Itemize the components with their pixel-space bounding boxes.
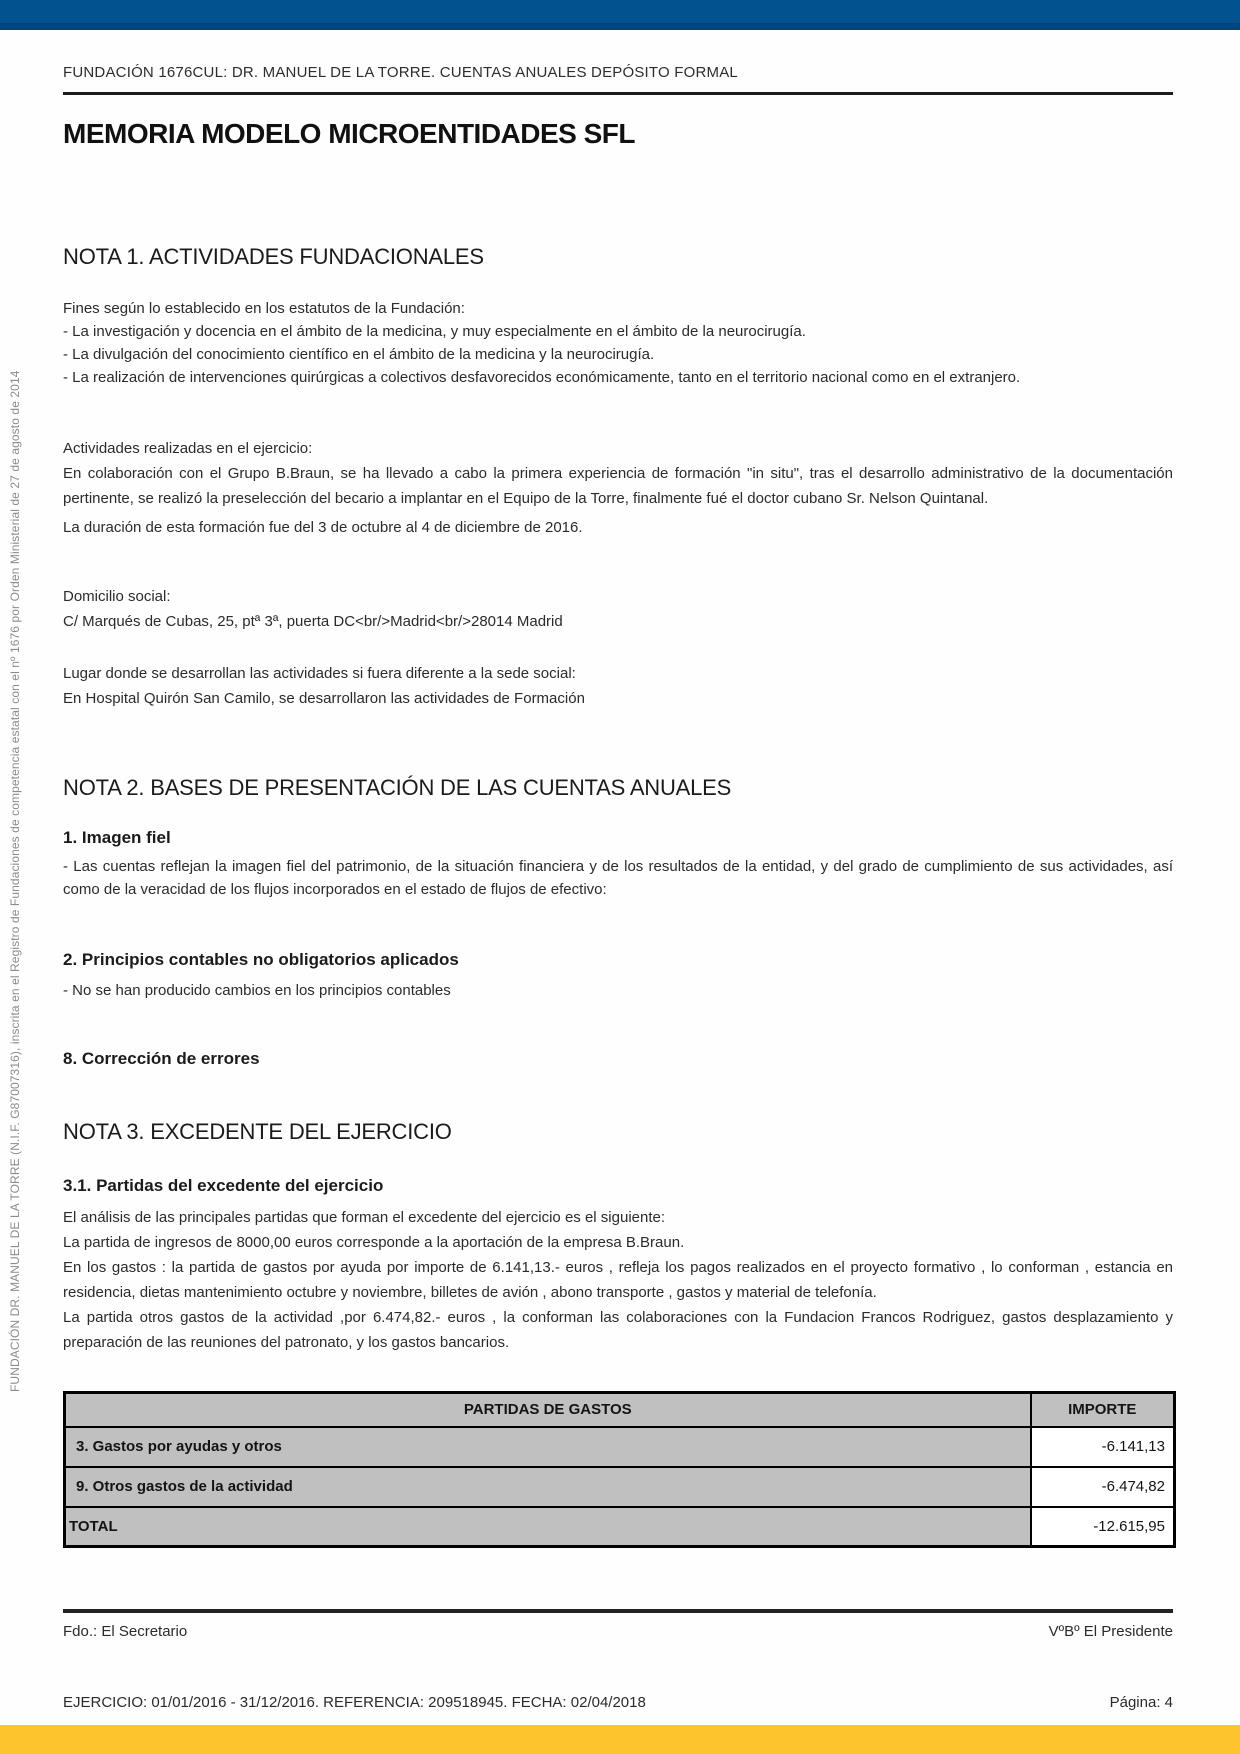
nota3-heading: NOTA 3. EXCEDENTE DEL EJERCICIO: [63, 1119, 452, 1144]
nota2-heading: NOTA 2. BASES DE PRESENTACIÓN DE LAS CUENTAS ANUALES: [63, 775, 732, 800]
subsection-heading-correccion: 8. Corrección de errores: [63, 1049, 260, 1068]
actividades-block: [63, 436, 1173, 540]
row-label-cell: 3. Gastos por ayudas y otros: [65, 1427, 1031, 1467]
duracion-paragraph: La duración de esta formación fue del 3 de octubre al 4 de diciembre de 2016.: [63, 519, 583, 536]
row-label-cell: 9. Otros gastos de la actividad: [65, 1467, 1031, 1507]
signature-row: [63, 1623, 1173, 1640]
fines-intro: Fines según lo establecido en los estatutos de la Fundación:: [63, 300, 465, 317]
table-header-importe: IMPORTE: [1031, 1393, 1175, 1427]
fines-item: - La investigación y docencia en el ámbito de la medicina, y muy especialmente en el ámbito de la neurocirugía.: [63, 323, 806, 340]
president-signature-label: VºBº El Presidente: [1048, 1623, 1173, 1640]
domicilio-label: Domicilio social:: [63, 588, 171, 605]
table-header-partidas: PARTIDAS DE GASTOS: [65, 1393, 1031, 1427]
excedente-paragraph: En los gastos : la partida de gastos por ayuda por importe de 6.141,13.- euros , refleja los pagos realizados en el proyecto formativo , lo conforman , estancia en residencia, dietas mantenimiento octubre y noviembre, billetes de avión , abono transporte , gastos y material de telefonía.: [63, 1259, 1173, 1301]
footer-info: EJERCICIO: 01/01/2016 - 31/12/2016. REFERENCIA: 209518945. FECHA: 02/04/2018: [63, 1694, 646, 1711]
subsection-heading-partidas: 3.1. Partidas del excedente del ejercicio: [63, 1176, 384, 1195]
bottom-bar: [0, 1725, 1240, 1754]
gastos-table: [63, 1391, 1176, 1548]
imagen-fiel-paragraph: - Las cuentas reflejan la imagen fiel del patrimonio, de la situación financiera y de los resultados de la entidad, y del grado de cumplimiento de sus actividades, así como de la veracidad de los flujos incorporados en el estado de flujos de efectivo:: [63, 858, 1173, 898]
actividades-label: Actividades realizadas en el ejercicio:: [63, 440, 313, 457]
fines-item: - La realización de intervenciones quirúrgicas a colectivos desfavorecidos económicamente, tanto en el territorio nacional como en el extranjero.: [63, 369, 1021, 386]
lugar-label: Lugar donde se desarrollan las actividades si fuera diferente a la sede social:: [63, 665, 576, 682]
total-value-cell: -12.615,95: [1031, 1507, 1175, 1547]
subsection-heading-imagen-fiel: 1. Imagen fiel: [63, 828, 171, 847]
table-total-row: [65, 1507, 1175, 1547]
actividades-paragraph: En colaboración con el Grupo B.Braun, se ha llevado a cabo la primera experiencia de formación "in situ", tras el desarrollo administrativo de la documentación pertinente, se realizó la preselección del becario a implantar en el Equipo de la Torre, finalmente fué el doctor cubano Sr. Nelson Quintanal.: [63, 465, 1173, 507]
footer-info-row: [63, 1694, 1173, 1711]
table-header-row: [65, 1393, 1175, 1427]
table-row: [65, 1467, 1175, 1507]
secretary-signature-label: Fdo.: El Secretario: [63, 1623, 188, 1640]
fines-block: [63, 297, 1173, 389]
excedente-paragraph: La partida de ingresos de 8000,00 euros corresponde a la aportación de la empresa B.Braun.: [63, 1234, 685, 1251]
excedente-paragraph: El análisis de las principales partidas que forman el excedente del ejercicio es el siguiente:: [63, 1209, 666, 1226]
page-content: [63, 0, 1173, 1548]
domicilio-block: [63, 584, 1173, 634]
table-row: [65, 1427, 1175, 1467]
domicilio-value: C/ Marqués de Cubas, 25, ptª 3ª, puerta DC<br/>Madrid<br/>28014 Madrid: [63, 613, 563, 630]
lugar-block: [63, 661, 1173, 711]
excedente-block: [63, 1205, 1173, 1355]
document-title: MEMORIA MODELO MICROENTIDADES SFL: [63, 118, 636, 149]
row-value-cell: -6.474,82: [1031, 1467, 1175, 1507]
signature-rule: [63, 1609, 1173, 1613]
side-note-registry-text: FUNDACIÓN DR. MANUEL DE LA TORRE (N.I.F. G87007316), inscrita en el Registro de Fundaciones de competencia estatal con el nº 1676 por Orden Ministerial de 27 de agosto de 2014: [8, 370, 22, 1392]
subsection-heading-principios: 2. Principios contables no obligatorios aplicados: [63, 950, 459, 969]
principios-paragraph: - No se han producido cambios en los principios contables: [63, 982, 451, 999]
total-label-cell: TOTAL: [65, 1507, 1031, 1547]
header-rule: [63, 92, 1173, 95]
lugar-value: En Hospital Quirón San Camilo, se desarrollaron las actividades de Formación: [63, 690, 585, 707]
fines-item: - La divulgación del conocimiento científico en el ámbito de la medicina y la neurocirugía.: [63, 346, 655, 363]
document-header: FUNDACIÓN 1676CUL: DR. MANUEL DE LA TORRE. CUENTAS ANUALES DEPÓSITO FORMAL: [63, 64, 738, 81]
row-value-cell: -6.141,13: [1031, 1427, 1175, 1467]
page-number: Página: 4: [1109, 1694, 1173, 1711]
excedente-paragraph: La partida otros gastos de la actividad ,por 6.474,82.- euros , la conforman las colaboraciones con la Fundacion Francos Rodriguez, gastos desplazamiento y preparación de las reuniones del patronato, y los gastos bancarios.: [63, 1309, 1173, 1351]
nota1-heading: NOTA 1. ACTIVIDADES FUNDACIONALES: [63, 244, 484, 269]
